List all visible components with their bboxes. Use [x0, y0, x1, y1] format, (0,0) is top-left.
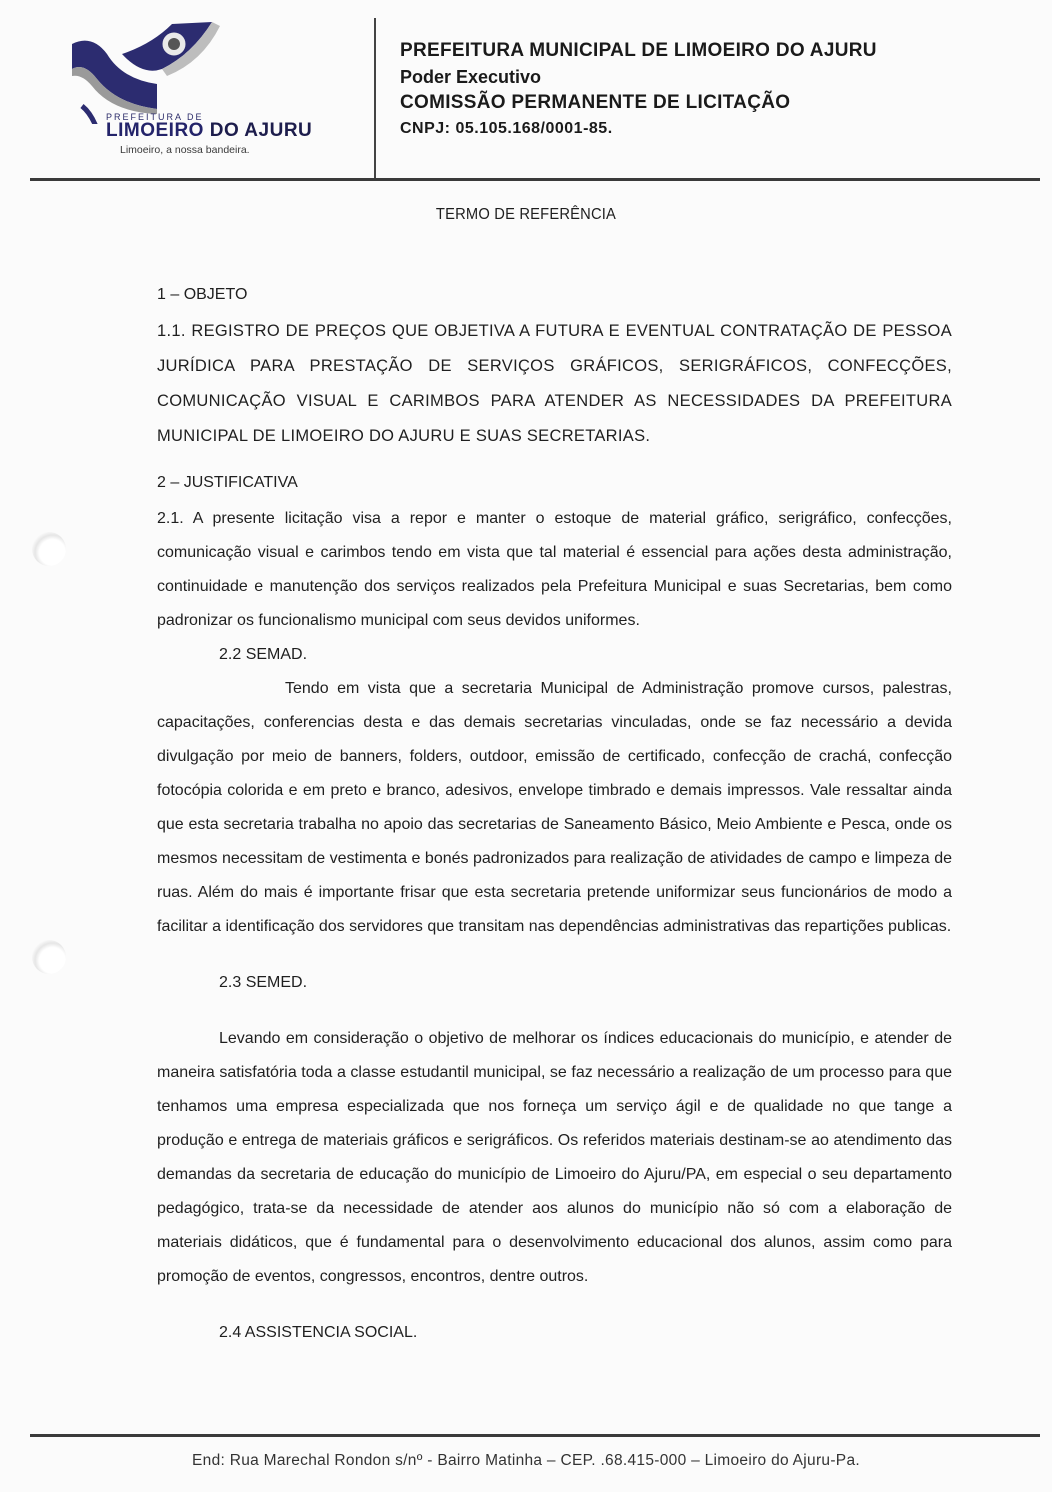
header-commission: COMISSÃO PERMANENTE DE LICITAÇÃO — [400, 92, 791, 113]
header-cnpj: CNPJ: 05.105.168/0001-85. — [400, 120, 613, 137]
section-2-text: 2.1. A presente licitação visa a repor e manter o estoque de material gráfico, serigráfico, confecções, comunicação visual e carimbos tendo em vista que tal material é essencial para ações desta administração, continuidade e manutenção dos serviços realizados pela Prefeitura Municipal e suas Secretarias, bem como padronizar os funcionalismo municipal com seus devidos uniformes. — [157, 510, 952, 629]
subsection-2-3-heading: 2.3 SEMED. — [219, 974, 308, 991]
subsection-2-4-heading: 2.4 ASSISTENCIA SOCIAL. — [219, 1324, 418, 1341]
header-rule — [30, 178, 1040, 181]
header-divider — [374, 18, 376, 178]
subsection-2-2-heading: 2.2 SEMAD. — [219, 646, 308, 663]
header-branch: Poder Executivo — [400, 67, 542, 87]
document-title: TERMO DE REFERÊNCIA — [435, 206, 617, 223]
section-1-text: 1.1. REGISTRO DE PREÇOS QUE OBJETIVA A FUTURA E EVENTUAL CONTRATAÇÃO DE PESSOA JURÍDICA PARA PRESTAÇÃO DE SERVIÇOS GRÁFICOS, SERIGRÁFICOS, CONFECÇÕES, COMUNICAÇÃO VISUAL E CARIMBOS PARA ATENDER AS NECESSIDADES DA PREFEITURA MUNICIPAL DE LIMOEIRO DO AJURU E SUAS SECRETARIAS. — [157, 322, 952, 445]
municipality-logo — [62, 14, 362, 164]
punch-hole — [32, 940, 66, 974]
logo-name — [106, 120, 312, 142]
flag-emblem-icon — [62, 14, 302, 124]
logo-tagline: Limoeiro, a nossa bandeira. — [120, 144, 250, 156]
subsection-2-2-text: Tendo em vista que a secretaria Municipal de Administração promove cursos, palestras, capacitações, conferencias desta e das demais secretarias vinculadas, onde se faz necessário a devida divulgação por meio de banners, folders, outdoor, emissão de certificado, confecção de crachá, confecção fotocópia colorida e em preto e branco, adesivos, envelope timbrado e demais impressos. Vale ressaltar ainda que esta secretaria trabalha no apoio das secretarias de Saneamento Básico, Meio Ambiente e Pesca, onde os mesmos necessitam de vestimenta e bonés padronizados para realização de atividades de campo e limpeza de ruas. Além do mais é importante frisar que esta secretaria pretende uniformizar seus funcionários de modo a facilitar a identificação dos servidores que transitam nas dependências administrativas das repartições publicas. — [157, 680, 952, 935]
logo-small-text: PREFEITURA DE — [106, 112, 204, 122]
section-1-heading: 1 – OBJETO — [157, 286, 248, 303]
footer-rule — [30, 1434, 1040, 1437]
logo-name-part1: LIMOEIRO — [106, 120, 204, 141]
document-body — [157, 278, 952, 1350]
footer-address: End: Rua Marechal Rondon s/nº - Bairro Matinha – CEP. .68.415-000 – Limoeiro do Ajuru-Pa. — [192, 1452, 860, 1469]
section-2-heading: 2 – JUSTIFICATIVA — [157, 474, 298, 491]
header-block — [400, 38, 877, 142]
logo-name-part2: DO AJURU — [209, 120, 313, 141]
header-municipality: PREFEITURA MUNICIPAL DE LIMOEIRO DO AJURU — [400, 40, 877, 61]
subsection-2-3-text: Levando em consideração o objetivo de melhorar os índices educacionais do município, e atender de maneira satisfatória toda a classe estudantil municipal, se faz necessário a realização de um processo para que tenhamos uma empresa especializada que nos forneça um serviço ágil e de qualidade no que tange a produção e entrega de materiais gráficos e serigráficos. Os referidos materiais destinam-se ao atendimento das demandas da secretaria de educação do município de Limoeiro do Ajuru/PA, em especial o seu departamento pedagógico, trata-se da necessidade de atender aos alunos do município não só com a elaboração de materiais didáticos, que é fundamental para o desenvolvimento educacional dos alunos, assim como para promoção de eventos, congressos, encontros, dentre outros. — [157, 1030, 952, 1285]
punch-hole — [32, 532, 66, 566]
